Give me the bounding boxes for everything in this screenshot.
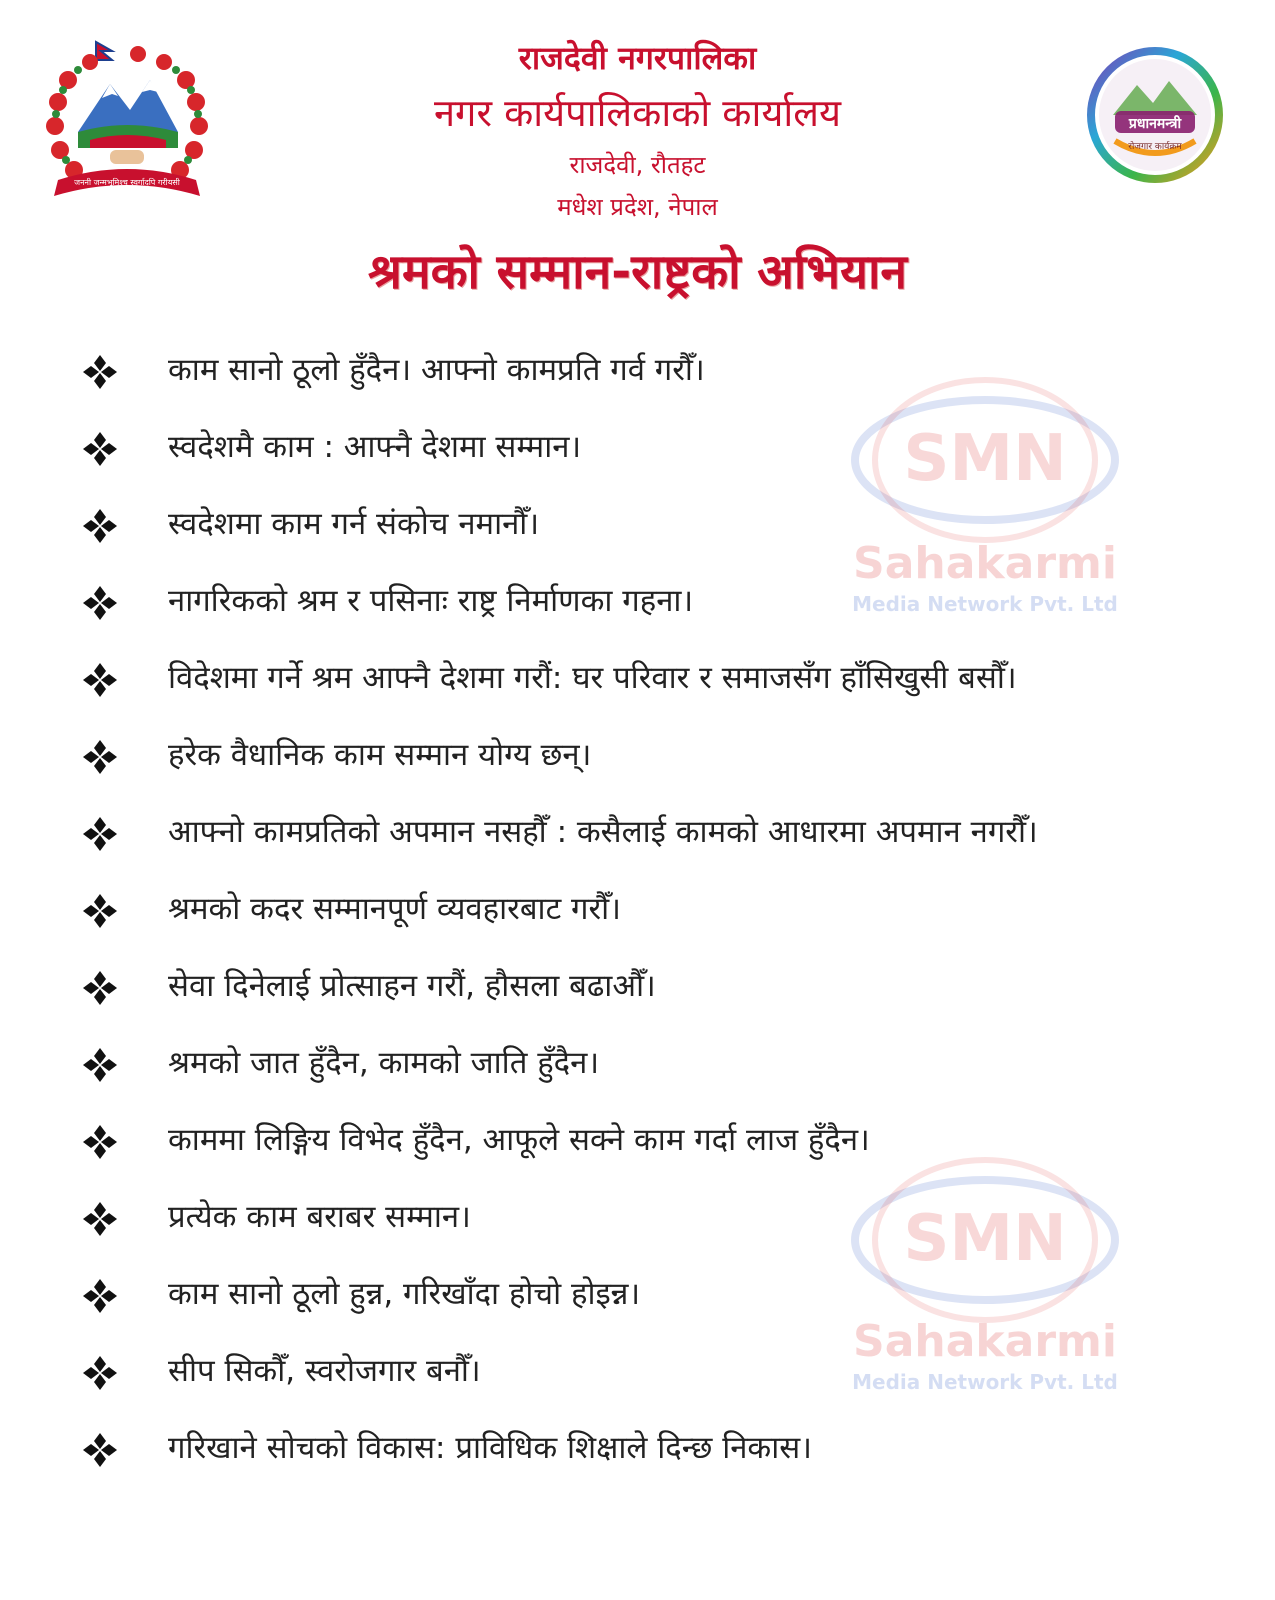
list-item bbox=[80, 735, 1260, 812]
four-diamond-bullet-icon bbox=[80, 1122, 120, 1162]
list-item-text: स्वदेशमा काम गर्न संकोच नमानौँ। bbox=[168, 506, 540, 542]
list-item-text: काम सानो ठूलो हुन्न, गरिखाँदा होचो होइन्न। bbox=[168, 1276, 641, 1312]
four-diamond-bullet-icon bbox=[80, 506, 120, 546]
list-item bbox=[80, 427, 1260, 504]
four-diamond-bullet-icon bbox=[80, 660, 120, 700]
list-item-text: काम सानो ठूलो हुँदैन। आफ्नो कामप्रति गर्व गरौँ। bbox=[168, 352, 705, 388]
list-item bbox=[80, 1428, 1260, 1505]
list-item bbox=[80, 1351, 1260, 1428]
four-diamond-bullet-icon bbox=[80, 814, 120, 854]
municipality-name: राजदेवी नगरपालिका bbox=[518, 39, 757, 77]
list-item-text: स्वदेशमै काम : आफ्नै देशमा सम्मान। bbox=[168, 429, 582, 465]
campaign-slogan: श्रमको सम्मान-राष्ट्रको अभियान bbox=[367, 244, 908, 300]
list-item-text: श्रमको जात हुँदैन, कामको जाति हुँदैन। bbox=[168, 1045, 600, 1081]
list-item-text: विदेशमा गर्ने श्रम आफ्नै देशमा गरौं: घर परिवार र समाजसँग हाँसिखुसी बसौँ। bbox=[168, 660, 1017, 696]
four-diamond-bullet-icon bbox=[80, 1276, 120, 1316]
emblem-motto: जननी जन्मभूमिश्च स्वर्गादपि गरीयसी bbox=[74, 178, 180, 187]
list-item-text: काममा लिङ्गिय विभेद हुँदैन, आफूले सक्ने काम गर्दा लाज हुँदैन। bbox=[168, 1122, 870, 1158]
list-item-text: गरिखाने सोचको विकास: प्राविधिक शिक्षाले दिन्छ निकास। bbox=[168, 1430, 812, 1466]
watermark-name: Sahakarmi bbox=[853, 538, 1117, 589]
list-item-text: नागरिकको श्रम र पसिनाः राष्ट्र निर्माणका गहना। bbox=[168, 583, 694, 619]
list-item-text: सीप सिकौँ, स्वरोजगार बनौँ। bbox=[168, 1353, 481, 1389]
list-item-text: श्रमको कदर सम्मानपूर्ण व्यवहारबाट गरौँ। bbox=[168, 891, 621, 927]
pm-employment-program-icon bbox=[1085, 45, 1225, 185]
office-province: मधेश प्रदेश, नेपाल bbox=[557, 193, 718, 221]
four-diamond-bullet-icon bbox=[80, 968, 120, 1008]
four-diamond-bullet-icon bbox=[80, 429, 120, 469]
office-name: नगर कार्यपालिकाको कार्यालय bbox=[433, 91, 842, 135]
program-logo-sub: रोजगार कार्यक्रम bbox=[1128, 142, 1182, 152]
list-item bbox=[80, 812, 1260, 889]
watermark-sub: Media Network Pvt. Ltd bbox=[852, 592, 1118, 616]
list-item bbox=[80, 504, 1260, 581]
watermark-name: Sahakarmi bbox=[853, 1316, 1117, 1367]
four-diamond-bullet-icon bbox=[80, 891, 120, 931]
four-diamond-bullet-icon bbox=[80, 583, 120, 623]
four-diamond-bullet-icon bbox=[80, 1353, 120, 1393]
four-diamond-bullet-icon bbox=[80, 1430, 120, 1470]
four-diamond-bullet-icon bbox=[80, 1199, 120, 1239]
office-location: राजदेवी, रौतहट bbox=[569, 151, 706, 179]
list-item bbox=[80, 1120, 1260, 1197]
four-diamond-bullet-icon bbox=[80, 1045, 120, 1085]
watermark-logo: SMN bbox=[903, 1202, 1067, 1276]
four-diamond-bullet-icon bbox=[80, 737, 120, 777]
list-item bbox=[80, 658, 1260, 735]
slogan-list bbox=[80, 350, 1260, 1505]
letterhead bbox=[0, 0, 1275, 240]
list-item bbox=[80, 1043, 1260, 1120]
program-logo-text: प्रधानमन्त्री bbox=[1128, 116, 1182, 132]
list-item bbox=[80, 889, 1260, 966]
list-item bbox=[80, 1274, 1260, 1351]
list-item bbox=[80, 1197, 1260, 1274]
list-item bbox=[80, 350, 1260, 427]
list-item-text: हरेक वैधानिक काम सम्मान योग्य छन्। bbox=[168, 737, 592, 773]
list-item-text: सेवा दिनेलाई प्रोत्साहन गरौं, हौसला बढाऔँ। bbox=[168, 968, 656, 1004]
list-item-text: आफ्नो कामप्रतिको अपमान नसहौँ : कसैलाई कामको आधारमा अपमान नगरौँ। bbox=[168, 814, 1038, 850]
four-diamond-bullet-icon bbox=[80, 352, 120, 392]
list-item-text: प्रत्येक काम बराबर सम्मान। bbox=[168, 1199, 471, 1235]
list-item bbox=[80, 966, 1260, 1043]
list-item bbox=[80, 581, 1260, 658]
watermark-logo: SMN bbox=[903, 422, 1067, 496]
watermark-sub: Media Network Pvt. Ltd bbox=[852, 1370, 1118, 1394]
